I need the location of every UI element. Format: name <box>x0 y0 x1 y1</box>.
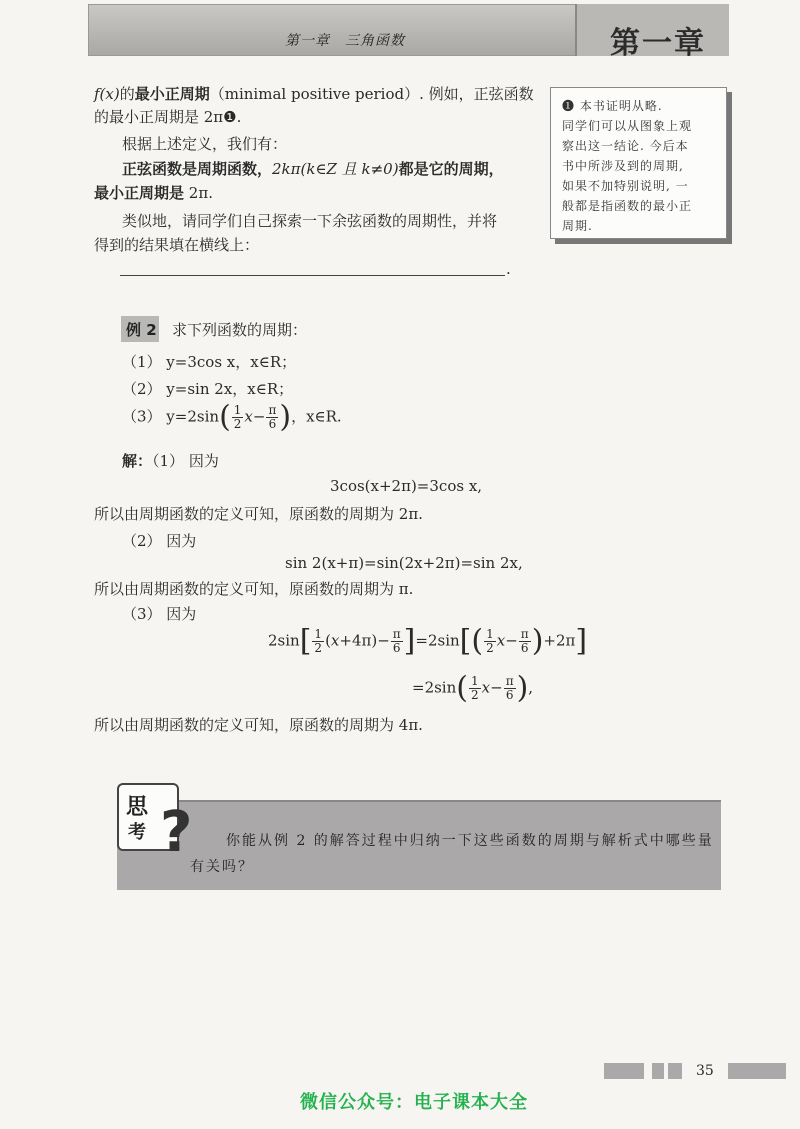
example-prompt: 求下列函数的周期： <box>172 321 308 339</box>
example-label: 例 2 <box>126 321 157 339</box>
example-item-1: （1） y=3cos x，x∈R； <box>122 353 297 371</box>
intro-line-7: 得到的结果填在横线上： <box>94 236 260 254</box>
intro-line-2: 的最小正周期是 2π❶. <box>94 108 242 126</box>
example-item-2: （2） y=sin 2x，x∈R； <box>122 380 294 398</box>
solution-part-3-intro: （3） 因为 <box>122 605 197 623</box>
example-item-3: （3） y=2sin( $\frac{1}{2}$ x− $\frac{\pi}{6}$ )，x∈R. <box>122 399 342 435</box>
running-header-chapter: 第一章 三角函数 <box>285 33 405 49</box>
side-note-line: 如果不加特别说明, 一 <box>562 179 689 193</box>
intro-line-4: 正弦函数是周期函数，2kπ(k∈Z 且 k≠0)都是它的周期， <box>122 160 504 178</box>
side-note-line: 察出这一结论. 今后本 <box>562 139 689 153</box>
solution-conclusion-1: 所以由周期函数的定义可知，原函数的周期为 2π. <box>94 505 423 523</box>
page-number: 35 <box>696 1063 714 1079</box>
solution-formula-2: sin 2(x+π)=sin(2x+2π)=sin 2x, <box>285 554 523 572</box>
side-note-line: 书中所涉及到的周期, <box>562 159 684 173</box>
think-badge-char-2: 考 <box>128 822 146 843</box>
intro-line-1: f(x)的最小正周期（minimal positive period）. 例如，正弦函数 <box>94 85 534 103</box>
side-note-line: 般都是指函数的最小正 <box>562 199 693 213</box>
side-note-line: 同学们可以从图象上观 <box>562 119 693 133</box>
think-text-line-1: 你能从例 2 的解答过程中归纳一下这些函数的周期与解析式中哪些量 <box>226 833 714 849</box>
page-bar-decoration <box>652 1063 664 1079</box>
solution-formula-3-line-2: =2sin( $\frac{1}{2}$ x− $\frac{\pi}{6}$ ), <box>412 670 534 706</box>
watermark-text: 微信公众号：电子课本大全 <box>300 1092 528 1113</box>
solution-conclusion-3: 所以由周期函数的定义可知，原函数的周期为 4π. <box>94 716 423 734</box>
solution-part-2-intro: （2） 因为 <box>122 532 197 550</box>
intro-line-5: 最小正周期是 2π. <box>94 184 213 202</box>
solution-formula-1: 3cos(x+2π)=3cos x, <box>330 477 483 495</box>
side-note-line: ❶ 本书证明从略. <box>562 99 663 113</box>
page-bar-decoration <box>604 1063 644 1079</box>
page-bar-decoration <box>668 1063 682 1079</box>
question-mark-icon: ? <box>160 800 193 865</box>
think-badge-char-1: 思 <box>126 794 149 820</box>
solution-formula-3-line-1: 2sin[ $\frac{1}{2}$ (x+4π)− $\frac{\pi}{6}$ ]=2sin[( $\frac{1}{2}$ x− $\frac{\pi}{6}$ )+2π] <box>268 623 588 659</box>
solution-conclusion-2: 所以由周期函数的定义可知，原函数的周期为 π. <box>94 580 414 598</box>
answer-end-dot: . <box>506 260 511 278</box>
intro-line-3: 根据上述定义，我们有： <box>122 135 288 153</box>
side-note-line: 周期. <box>562 219 593 233</box>
solution-part-1-intro: 解：（1） 因为 <box>122 452 219 470</box>
chapter-tab-label: 第一章 <box>610 26 706 61</box>
page-bar-decoration <box>728 1063 786 1079</box>
answer-blank-line <box>120 275 505 276</box>
intro-line-6: 类似地，请同学们自己探索一下余弦函数的周期性，并将 <box>122 212 498 230</box>
think-text-line-2: 有关吗？ <box>190 859 254 875</box>
